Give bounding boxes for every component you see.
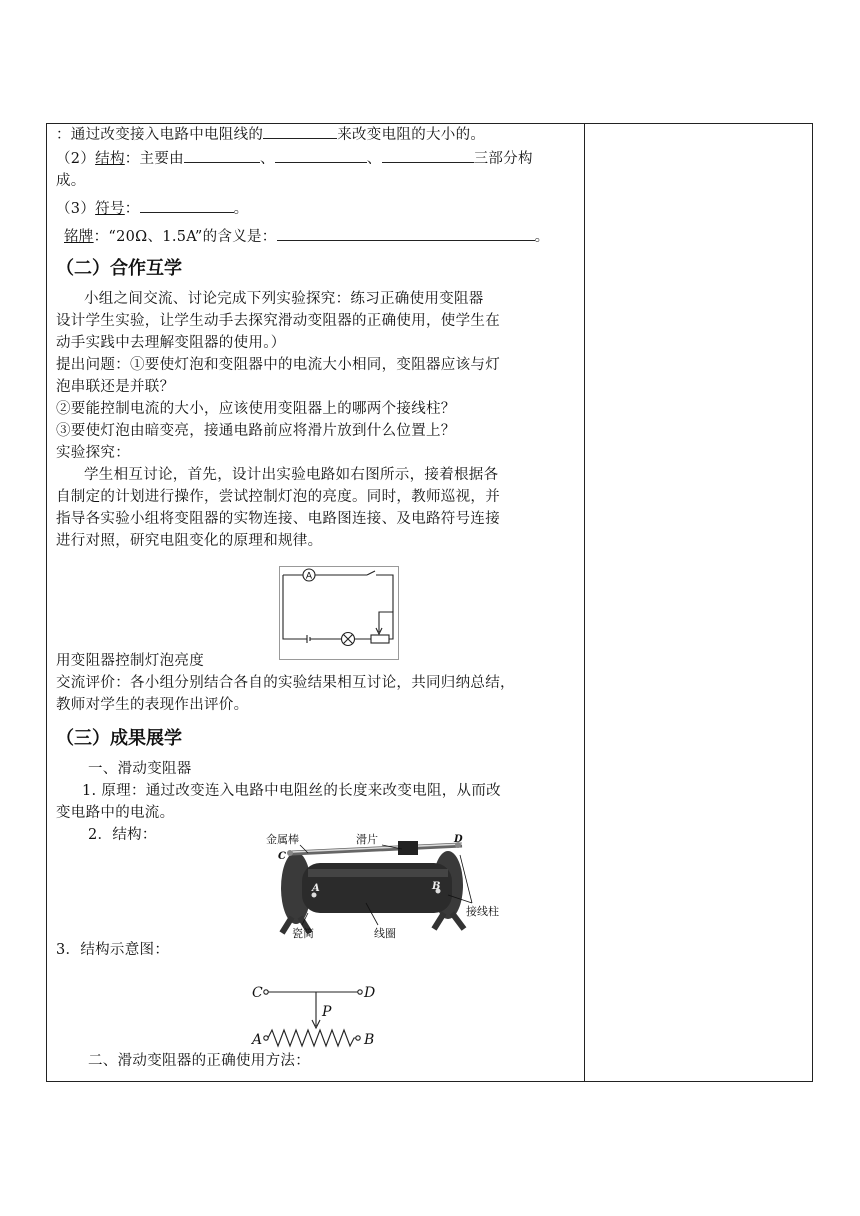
- label-c: C: [278, 851, 286, 862]
- structure-line: [56, 148, 578, 170]
- label-b: B: [364, 1032, 375, 1048]
- paragraph: 自制定的计划进行操作，尝试控制灯泡的亮度。同时，教师巡视，并: [56, 489, 500, 505]
- wire: [376, 575, 393, 612]
- question-1-cont: 泡串联还是并联？: [56, 379, 175, 395]
- terminal-a-icon: [264, 1036, 268, 1040]
- rheostat-photo: [262, 833, 522, 943]
- experiment-label: 实验探究：: [56, 445, 130, 461]
- ammeter-label: A: [305, 571, 313, 582]
- rheostat-schematic: [250, 980, 386, 1054]
- section-heading-cooperative: （二）合作互学: [56, 258, 182, 279]
- coil-highlight: [308, 869, 448, 877]
- text: （3）: [56, 201, 96, 217]
- symbol-line: [56, 198, 578, 220]
- fill-blank[interactable]: [184, 148, 260, 163]
- slider-block: [398, 841, 418, 855]
- fill-blank[interactable]: [275, 148, 367, 163]
- structure-label: 2．结构：: [88, 827, 157, 843]
- text: ：: [124, 201, 140, 217]
- column-divider: [584, 123, 585, 1082]
- term-structure: 结构: [95, 151, 125, 167]
- label-coil: 线圈: [374, 927, 396, 940]
- text: ：主要由: [124, 151, 184, 167]
- structure-line-end: 成。: [56, 173, 86, 189]
- terminal-c-icon: [264, 990, 268, 994]
- fill-blank[interactable]: [382, 148, 474, 163]
- label-slider: 滑片: [356, 833, 378, 846]
- terminal-d-icon: [358, 990, 362, 994]
- text: 、: [259, 151, 275, 167]
- schematic-label: 3．结构示意图：: [56, 942, 170, 958]
- text: 、: [366, 151, 382, 167]
- question-1: 提出问题：①要使灯泡和变阻器中的电流大小相同，变阻器应该与灯: [56, 357, 500, 373]
- label-a: A: [312, 883, 320, 894]
- label-d: D: [364, 985, 376, 1001]
- text: 三部分构: [473, 151, 533, 167]
- fill-blank[interactable]: [263, 124, 337, 139]
- text: （2）: [56, 151, 96, 167]
- question-2: ②要能控制电流的大小，应该使用变阻器上的哪两个接线柱？: [56, 401, 456, 417]
- section-heading-results: （三）成果展学: [56, 728, 182, 749]
- label-b: B: [432, 881, 441, 892]
- paragraph: 1. 原理：通过改变连入电路中电阻丝的长度来改变电阻，从而改: [82, 783, 501, 799]
- nameplate-line: [56, 226, 578, 248]
- metal-rod: [292, 845, 462, 853]
- wire: [283, 575, 307, 639]
- question-3: ③要使灯泡由暗变亮，接通电路前应将滑片放到什么位置上？: [56, 423, 456, 439]
- term-symbol: 符号: [95, 201, 125, 217]
- circuit-diagram: [279, 566, 399, 660]
- label-terminal: 接线柱: [466, 905, 499, 918]
- fill-blank[interactable]: [140, 198, 234, 213]
- paragraph: 变电路中的电流。: [56, 805, 175, 821]
- battery-icon: [307, 635, 310, 643]
- paragraph: 小组之间交流、讨论完成下列实验探究：练习正确使用变阻器: [84, 291, 484, 307]
- terminal-b-icon: [356, 1036, 360, 1040]
- text: 来改变电阻的大小的。: [337, 127, 486, 143]
- label-a: A: [252, 1032, 263, 1048]
- paragraph: 指导各实验小组将变阻器的实物连接、电路图连接、及电路符号连接: [56, 511, 500, 527]
- paragraph: 设计学生实验，让学生动手去探究滑动变阻器的正确使用，使学生在: [56, 313, 500, 329]
- label-c: C: [252, 985, 263, 1001]
- subheading: 二、滑动变阻器的正确使用方法：: [88, 1053, 310, 1069]
- fill-blank[interactable]: [277, 226, 535, 241]
- definition-line: [56, 124, 578, 146]
- label-p: P: [322, 1004, 332, 1020]
- switch-icon: [367, 571, 375, 575]
- figure-caption: 用变阻器控制灯泡亮度: [56, 653, 204, 669]
- rheostat-icon: [371, 635, 389, 643]
- paragraph: 学生相互讨论，首先，设计出实验电路如右图所示，接着根据各: [84, 467, 499, 483]
- text: ：“20Ω、1.5A”的含义是：: [93, 229, 277, 245]
- text: ：通过改变接入电路中电阻线的: [56, 127, 264, 143]
- label-tube: 瓷筒: [292, 927, 314, 940]
- label-d: D: [454, 834, 463, 845]
- paragraph: 动手实践中去理解变阻器的使用。）: [56, 335, 286, 351]
- text: 。: [233, 201, 249, 217]
- paragraph: 教师对学生的表现作出评价。: [56, 697, 249, 713]
- term-nameplate: 铭牌: [64, 229, 94, 245]
- label-metal-rod: 金属棒: [266, 833, 299, 846]
- text: 。: [534, 229, 550, 245]
- paragraph: 交流评价：各小组分别结合各自的实验结果相互讨论，共同归纳总结，: [56, 675, 515, 691]
- figure-frame: [280, 567, 399, 660]
- terminal-c: [287, 850, 293, 856]
- resistor-coil-icon: [268, 1030, 356, 1046]
- subheading: 一、滑动变阻器: [88, 761, 192, 777]
- paragraph: 进行对照，研究电阻变化的原理和规律。: [56, 533, 323, 549]
